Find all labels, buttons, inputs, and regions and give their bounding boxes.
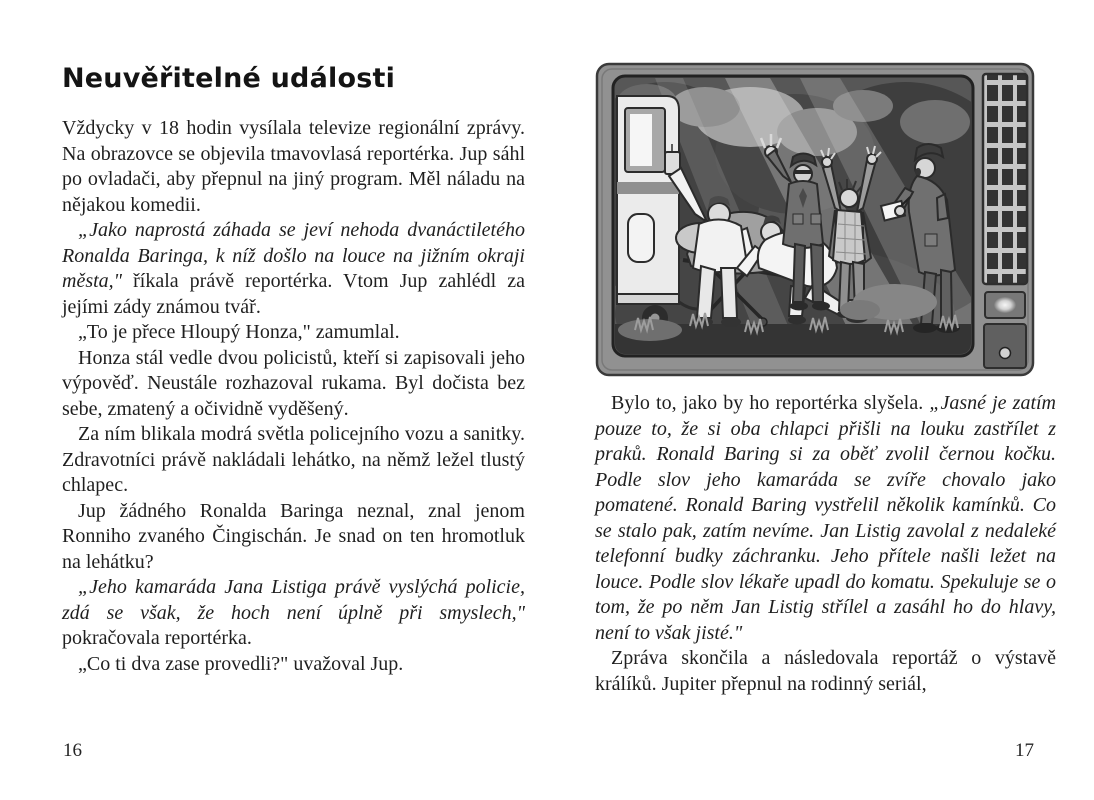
- narration: Zpráva skončila a následovala reportáž o výstavě králíků. Jupiter přepnul na rodinný seriál,: [595, 647, 1056, 695]
- tv-control-panel: [983, 74, 1027, 368]
- page-number-left: 16: [63, 740, 82, 761]
- paragraph: [62, 575, 525, 652]
- quoted-speech: „Jasné je zatím pouze to, že si oba chlapci přišli na louku zastřílet z praků. Ronald Baring si za oběť zvolil černou kočku. Podle slov jeho kamaráda se zvíře chovalo jako pomatené. Ronald Baring vystřelil několik kamínků. Co se stalo pak, zatím nevíme. Jan Listig zavolal z nedaleké telefonní budky záchranku. Jeho přítele našli ležet na louce. Podle slov lékaře upadl do komatu. Spekuluje se o tom, že po něm Jan Listig střílel a zasáhl ho do hlavy, není to však jisté.": [595, 392, 1056, 644]
- paragraph: [62, 346, 525, 423]
- right-page: [595, 62, 1056, 697]
- narration: říkala právě reportérka. Vtom Jup zahlédl za jejími zády známou tvář.: [62, 270, 525, 318]
- paragraph: [62, 218, 525, 320]
- lower-panel: [984, 324, 1026, 368]
- paragraph: [62, 320, 525, 346]
- narration: Jup žádného Ronalda Baringa neznal, znal jenom Ronniho zvaného Čingischán. Je snad on ten hromotluk na lehátku?: [62, 499, 525, 573]
- narration: „Co ti dva zase provedli?" uvažoval Jup.: [78, 652, 404, 675]
- tuning-knob[interactable]: [1000, 348, 1011, 359]
- right-page-text: [595, 391, 1056, 697]
- quoted-speech: „Jako naprostá záhada se jeví nehoda dvanáctiletého Ronalda Baringa, k níž došlo na louce na jižním okraji města,": [62, 219, 525, 292]
- page-number-right: 17: [1015, 740, 1034, 761]
- paragraph: [62, 116, 525, 218]
- narration: pokračovala reportérka.: [62, 627, 252, 649]
- paragraph: [595, 646, 1056, 697]
- chapter-heading: Neuvěřitelné události: [62, 63, 396, 94]
- narration: „To je přece Hloupý Honza," zamumlal.: [78, 321, 400, 343]
- narration: Vždycky v 18 hodin vysílala televize regionální zprávy. Na obrazovce se objevila tmavovlasá reportérka. Jup sáhl po ovladači, aby přepnul na jiný program. Měl náladu na nějakou komedii.: [62, 117, 525, 216]
- narration: Bylo to, jako by ho reportérka slyšela.: [611, 392, 930, 414]
- paragraph: [595, 391, 1056, 646]
- paragraph: [62, 499, 525, 576]
- paragraph: [62, 422, 525, 499]
- quoted-speech: „Jeho kamaráda Jana Listiga právě vyslýchá policie, zdá se však, že hoch není úplně při smyslech,": [62, 576, 525, 624]
- left-page-text: [62, 116, 525, 677]
- tv-illustration-svg: [595, 62, 1035, 377]
- tv-screen-scene: [595, 78, 1025, 377]
- tv-illustration: [595, 62, 1056, 377]
- left-page: [62, 62, 525, 677]
- narration: Honza stál vedle dvou policistů, kteří si zapisovali jeho výpověď. Neustále rozhazoval rukama. Byl dočista bez sebe, zmatený a očividně vyděšený.: [62, 346, 525, 420]
- speaker-grille: [983, 74, 1027, 284]
- narration: Za ním blikala modrá světla policejního vozu a sanitky. Zdravotníci právě nakládali lehátko, na němž ležel tlustý chlapec.: [62, 423, 525, 496]
- paragraph: [62, 652, 525, 678]
